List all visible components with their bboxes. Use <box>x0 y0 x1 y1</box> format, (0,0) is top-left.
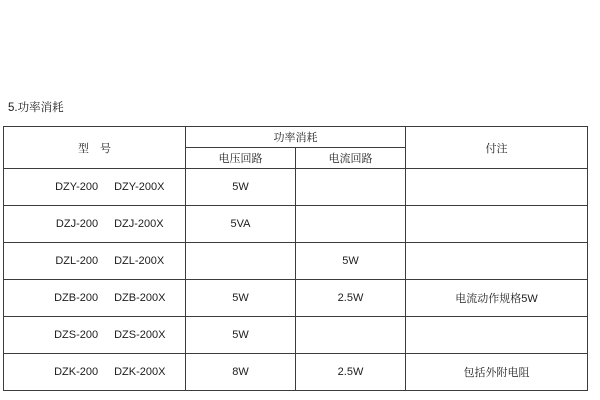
model-name-x: DZL-200X <box>114 255 165 267</box>
table-row-dzb <box>4 280 588 317</box>
cell-model <box>4 354 186 391</box>
model-name-x: DZS-200X <box>114 329 166 341</box>
model-name: DZB-200 <box>54 292 99 304</box>
col-header-power-consumption: 功率消耗 <box>186 127 406 148</box>
cell-model <box>4 317 186 354</box>
cell-note <box>406 206 588 243</box>
cell-current: 2.5W <box>296 280 406 317</box>
model-pair <box>54 329 165 341</box>
cell-note <box>406 243 588 280</box>
col-header-notes: 付注 <box>406 127 588 169</box>
cell-voltage: 5W <box>186 169 296 206</box>
power-consumption-table <box>3 126 588 391</box>
model-pair <box>54 366 165 378</box>
model-name-x: DZJ-200X <box>114 218 164 230</box>
model-pair <box>54 292 165 304</box>
table-row-dzj <box>4 206 588 243</box>
section-title: 5.功率消耗 <box>8 102 64 114</box>
col-header-current-circuit: 电流回路 <box>296 148 406 169</box>
model-name: DZJ-200 <box>55 218 99 230</box>
table-row-dzk <box>4 354 588 391</box>
table-row-dzl <box>4 243 588 280</box>
header-row-1 <box>4 127 588 148</box>
cell-current <box>296 169 406 206</box>
cell-voltage <box>186 243 296 280</box>
model-name-x: DZB-200X <box>114 292 166 304</box>
cell-voltage: 5VA <box>186 206 296 243</box>
model-name: DZY-200 <box>55 181 99 193</box>
model-name-x: DZK-200X <box>114 366 166 378</box>
model-name: DZK-200 <box>54 366 99 378</box>
cell-current: 2.5W <box>296 354 406 391</box>
cell-model <box>4 206 186 243</box>
cell-voltage: 5W <box>186 317 296 354</box>
cell-note <box>406 317 588 354</box>
model-name: DZS-200 <box>54 329 99 341</box>
model-pair <box>55 181 164 193</box>
table-row-dzs <box>4 317 588 354</box>
cell-voltage: 8W <box>186 354 296 391</box>
col-header-model: 型 号 <box>4 127 186 169</box>
cell-model <box>4 169 186 206</box>
cell-note <box>406 169 588 206</box>
cell-current <box>296 317 406 354</box>
cell-model <box>4 280 186 317</box>
col-header-voltage-circuit: 电压回路 <box>186 148 296 169</box>
cell-model <box>4 243 186 280</box>
table-row-dzy <box>4 169 588 206</box>
cell-note: 电流动作规格5W <box>406 280 588 317</box>
cell-voltage: 5W <box>186 280 296 317</box>
cell-note: 包括外附电阻 <box>406 354 588 391</box>
cell-current <box>296 206 406 243</box>
model-pair <box>56 218 164 230</box>
model-pair <box>55 255 164 267</box>
model-name-x: DZY-200X <box>114 181 165 193</box>
cell-current: 5W <box>296 243 406 280</box>
model-name: DZL-200 <box>55 255 99 267</box>
